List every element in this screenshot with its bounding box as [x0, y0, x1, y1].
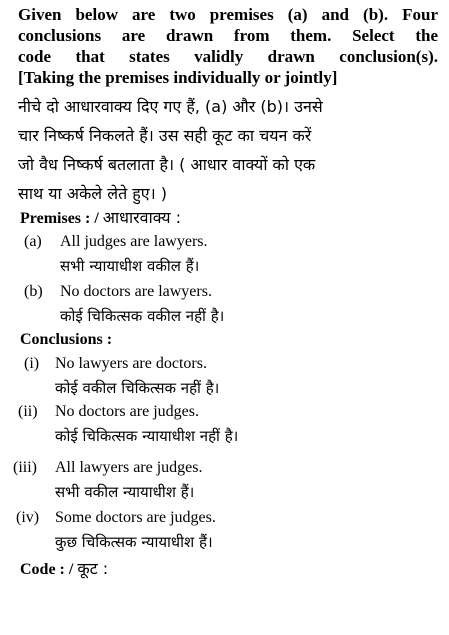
conclusion-hindi: कुछ चिकित्सक न्यायाधीश हैं। [55, 533, 213, 551]
conclusion-number: (iii) [13, 459, 37, 476]
conclusion-number: (iv) [16, 509, 40, 526]
conclusion-english: No doctors are judges. [55, 403, 199, 420]
intro-english-line: [Taking the premises individually or jointly] [18, 68, 338, 87]
premise-number: (b) [24, 283, 43, 300]
question-intro-english [18, 4, 438, 88]
conclusion-english: No lawyers are doctors. [55, 355, 207, 372]
intro-english-line: conclusions are drawn from them. Select the [18, 26, 438, 45]
intro-hindi-line: साथ या अकेले लेते हुए। ) [18, 184, 168, 203]
premise-english: No doctors are lawyers. [60, 283, 212, 300]
code-heading [20, 557, 108, 579]
conclusions-heading: Conclusions : [20, 331, 113, 348]
premise-number: (a) [24, 233, 42, 250]
conclusion-english: All lawyers are judges. [55, 459, 203, 476]
conclusion-hindi: कोई वकील चिकित्सक नहीं है। [55, 379, 220, 397]
conclusion-number: (ii) [18, 403, 38, 420]
premise-hindi: सभी न्यायाधीश वकील हैं। [60, 257, 200, 275]
premise-hindi: कोई चिकित्सक वकील नहीं है। [60, 307, 225, 325]
conclusion-number: (i) [24, 355, 40, 372]
intro-english-line: Given below are two premises (a) and (b). Four [18, 5, 438, 24]
code-heading-english: Code : / [20, 561, 74, 578]
premises-heading-hindi: आधारवाक्य : [102, 208, 182, 227]
question-intro-hindi [18, 92, 438, 208]
intro-hindi-line: चार निष्कर्ष निकलते हैं। उस सही कूट का चयन करें [18, 126, 312, 145]
code-heading-hindi: कूट : [77, 559, 109, 578]
premises-heading [20, 206, 181, 228]
conclusion-hindi: सभी वकील न्यायाधीश हैं। [55, 483, 195, 501]
conclusion-hindi: कोई चिकित्सक न्यायाधीश नहीं है। [55, 427, 239, 445]
premises-heading-english: Premises : / [20, 210, 99, 227]
premise-english: All judges are lawyers. [60, 233, 208, 250]
conclusion-english: Some doctors are judges. [55, 509, 216, 526]
intro-hindi-line: जो वैध निष्कर्ष बतलाता है। ( आधार वाक्यों को एक [18, 155, 316, 174]
intro-english-line: code that states validly drawn conclusion(s). [18, 47, 438, 66]
intro-hindi-line: नीचे दो आधारवाक्य दिए गए हैं, (a) और (b)। उनसे [18, 97, 323, 116]
